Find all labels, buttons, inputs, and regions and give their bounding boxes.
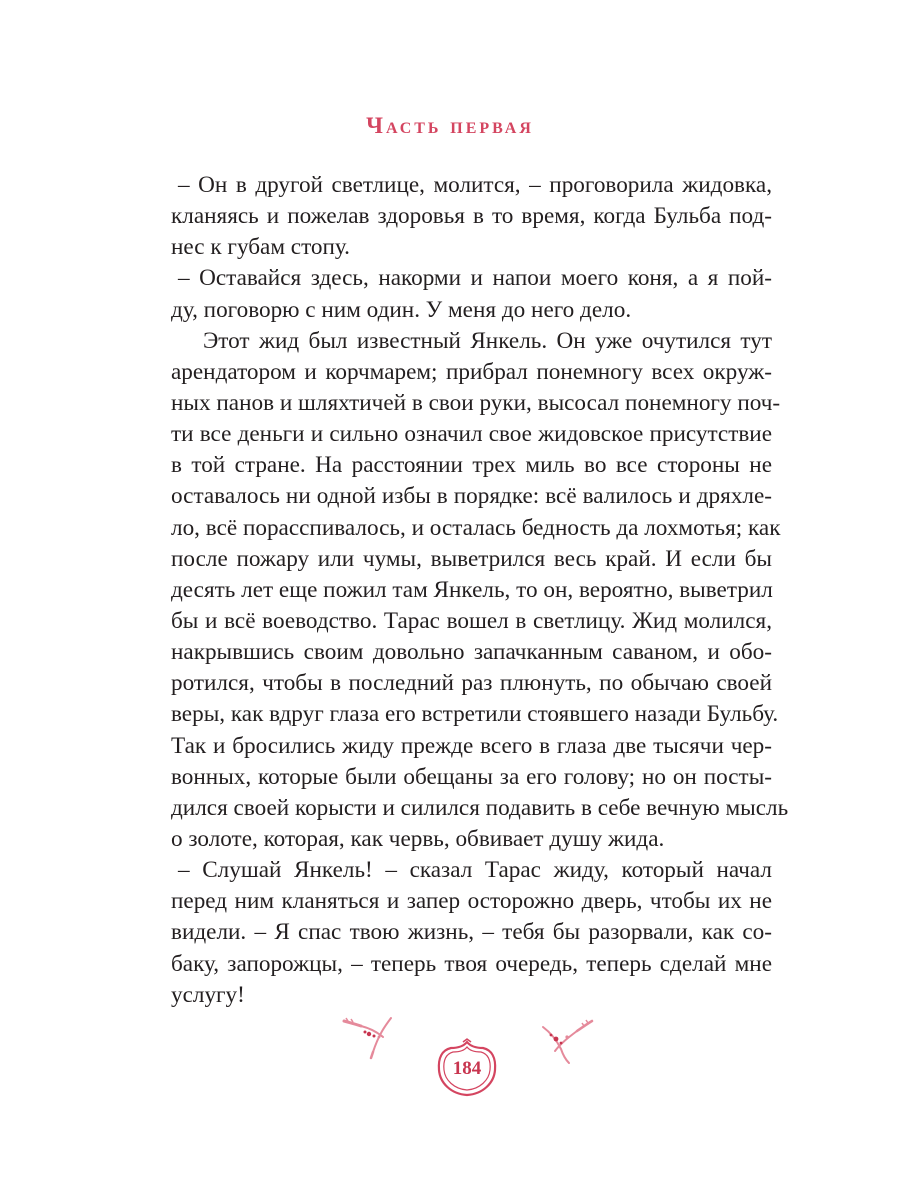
text-line: десять лет еще пожил там Янкель, то он, вероятно, выветрил: [171, 576, 773, 603]
text-line: услугу!: [171, 981, 245, 1008]
text-line: вонных, которые были обещаны за его голову; но он посты-: [171, 763, 772, 790]
text-line: ротился, чтобы в последний раз плюнуть, по обычаю своей: [171, 670, 772, 697]
text-line: оставалось ни одной избы в порядке: всё валилось и дряхле-: [171, 483, 772, 510]
text-line: – Слушай Янкель! – сказал Тарас жиду, который начал: [178, 857, 772, 884]
text-line: Так и бросились жиду прежде всего в глаза две тысячи чер-: [171, 732, 772, 759]
text-line: – Он в другой светлице, молится, – проговорила жидовка,: [178, 172, 772, 198]
text-line: видели. – Я спас твою жизнь, – тебя бы разорвали, как со-: [171, 919, 772, 946]
text-line: накрывшись своим довольно запачканным саваном, и обо-: [171, 639, 772, 666]
text-line: нес к губам стопу.: [171, 234, 350, 261]
page-number: 184: [452, 1058, 482, 1079]
body-text: [171, 170, 789, 1011]
left-ornament-icon: [341, 1012, 397, 1062]
text-line: ло, всё порасспивалось, и осталась бедность да лохмотья; как: [171, 514, 781, 541]
text-line: Этот жид был известный Янкель. Он уже очутился тут: [203, 327, 772, 354]
text-line: кланяясь и пожелав здоровья в то время, когда Бульба под-: [171, 203, 772, 230]
text-line: после пожару или чумы, выветрился весь край. И если бы: [171, 545, 772, 572]
text-line: перед ним кланяться и запер осторожно дверь, чтобы их не: [171, 888, 772, 915]
right-ornament-icon: [539, 1017, 595, 1067]
text-line: арендатором и корчмарем; прибрал понемногу всех окруж-: [171, 358, 772, 385]
running-head: Часть первая: [366, 113, 534, 138]
text-line: баку, запорожцы, – теперь твоя очередь, теперь сделай мне: [171, 950, 772, 977]
text-line: в той стране. На расстоянии трех миль во все стороны не: [171, 452, 772, 479]
text-line: о золоте, которая, как червь, обвивает душу жида.: [171, 825, 665, 852]
text-line: – Оставайся здесь, накорми и напои моего коня, а я пой-: [178, 265, 772, 292]
text-line: ных панов и шляхтичей в свои руки, высосал понемногу поч-: [171, 389, 781, 416]
text-line: бы и всё воеводство. Тарас вошел в светлицу. Жид молился,: [171, 607, 772, 634]
text-line: ду, поговорю с ним один. У меня до него дело.: [171, 296, 632, 323]
text-line: веры, как вдруг глаза его встретили стоявшего назади Бульбу.: [171, 701, 779, 728]
text-line: ти все деньги и сильно означил свое жидовское присутствие: [171, 421, 772, 448]
text-line: дился своей корысти и силился подавить в себе вечную мысль: [171, 794, 789, 821]
